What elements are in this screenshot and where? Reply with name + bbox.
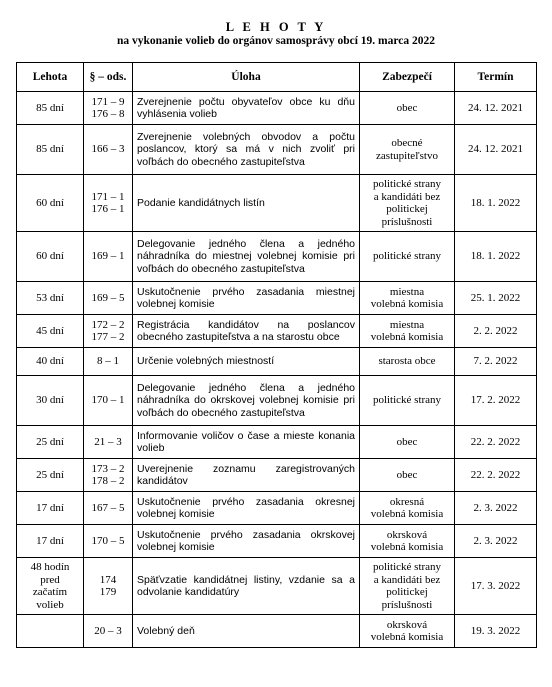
responsible-cell: [360, 459, 455, 492]
task-cell: Delegovanie jedného člena a jedného náhradníka do miestnej volebnej komisie pri voľbách do obecného zastupiteľstva: [133, 232, 360, 282]
paragraph-cell: [84, 125, 133, 175]
lehota-cell-line: 85 dní: [36, 143, 64, 156]
responsible-cell-line: miestna: [389, 318, 425, 331]
lehota-cell: [17, 175, 84, 232]
table-row: [17, 92, 537, 125]
responsible-cell-line: príslušnosti: [381, 215, 433, 228]
lehota-cell: [17, 348, 84, 376]
responsible-cell-line: volebná komisia: [370, 631, 444, 643]
lehota-cell: [17, 426, 84, 459]
term-cell: 2. 3. 2022: [455, 492, 537, 525]
term-cell: 17. 3. 2022: [455, 558, 537, 615]
table-row: [17, 558, 537, 615]
task-cell: Zverejnenie volebných obvodov a počtu poslancov, ktorý sa má v nich zvoliť pri voľbách do obecného zastupiteľstva: [133, 125, 360, 175]
paragraph-cell: [84, 282, 133, 315]
paragraph-cell-line: 171 – 1: [91, 190, 125, 203]
lehota-cell: [17, 376, 84, 426]
responsible-cell: [360, 525, 455, 558]
term-cell: 18. 1. 2022: [455, 175, 537, 232]
lehota-cell-line: volieb: [36, 598, 64, 611]
paragraph-cell: [84, 426, 133, 459]
paragraph-cell-line: 172 – 2: [91, 318, 125, 331]
lehota-cell: [17, 525, 84, 558]
deadlines-table: [16, 62, 537, 648]
lehota-cell: [17, 492, 84, 525]
paragraph-cell: [84, 232, 133, 282]
term-cell: 24. 12. 2021: [455, 125, 537, 175]
responsible-cell-line: obec: [396, 101, 418, 114]
paragraph-cell-line: 171 – 9: [91, 95, 125, 108]
term-cell: 19. 3. 2022: [455, 615, 537, 648]
lehota-cell-line: 25 dní: [36, 435, 64, 448]
table-row: [17, 175, 537, 232]
paragraph-cell-line: 20 – 3: [94, 624, 122, 637]
responsible-cell-line: okresná: [389, 495, 425, 508]
table-row: [17, 426, 537, 459]
responsible-cell-line: volebná komisia: [370, 298, 444, 310]
task-cell: Volebný deň: [133, 615, 360, 648]
task-cell: Registrácia kandidátov na poslancov obecného zastupiteľstva a na starostu obce: [133, 315, 360, 348]
lehota-cell: [17, 282, 84, 315]
responsible-cell-line: politické strany: [372, 250, 442, 263]
paragraph-cell: [84, 525, 133, 558]
lehota-cell-line: 45 dní: [36, 324, 64, 337]
responsible-cell-line: okrsková: [386, 618, 428, 631]
responsible-cell: [360, 492, 455, 525]
term-cell: 17. 2. 2022: [455, 376, 537, 426]
responsible-cell-line: okrsková: [386, 528, 428, 541]
paragraph-cell-line: 176 – 8: [91, 108, 125, 120]
table-row: [17, 525, 537, 558]
responsible-cell: [360, 426, 455, 459]
responsible-cell-line: volebná komisia: [370, 541, 444, 553]
table-row: [17, 459, 537, 492]
lehota-cell: [17, 558, 84, 615]
paragraph-cell: [84, 615, 133, 648]
responsible-cell: [360, 232, 455, 282]
lehota-cell-line: 25 dní: [36, 468, 64, 481]
responsible-cell: [360, 315, 455, 348]
paragraph-cell-line: 173 – 2: [91, 462, 125, 475]
responsible-cell: [360, 282, 455, 315]
lehota-cell-line: 17 dní: [36, 534, 64, 547]
table-row: [17, 315, 537, 348]
table-body: [17, 92, 537, 648]
responsible-cell: [360, 125, 455, 175]
task-cell: Informovanie voličov o čase a mieste konania volieb: [133, 426, 360, 459]
paragraph-cell-line: 177 – 2: [91, 331, 125, 343]
table-row: [17, 492, 537, 525]
lehota-cell: [17, 125, 84, 175]
table-row: [17, 282, 537, 315]
responsible-cell-line: politické strany: [372, 178, 442, 190]
responsible-cell-line: politickej: [386, 586, 428, 598]
paragraph-cell: [84, 315, 133, 348]
term-cell: 7. 2. 2022: [455, 348, 537, 376]
term-cell: 22. 2. 2022: [455, 459, 537, 492]
table-row: [17, 376, 537, 426]
lehota-cell: [17, 92, 84, 125]
lehota-cell-line: 40 dní: [36, 355, 64, 368]
responsible-cell-line: politické strany: [372, 394, 442, 407]
lehota-cell-line: 60 dní: [36, 196, 64, 209]
page-title: L E H O T Y: [225, 20, 327, 34]
lehota-cell-line: 53 dní: [36, 291, 64, 304]
responsible-cell: [360, 376, 455, 426]
responsible-cell-line: obec: [396, 468, 418, 481]
lehota-cell-line: pred: [40, 573, 60, 586]
responsible-cell: [360, 175, 455, 232]
table-row: [17, 348, 537, 376]
paragraph-cell-line: 169 – 5: [91, 291, 125, 304]
paragraph-cell: [84, 92, 133, 125]
lehota-cell: [17, 459, 84, 492]
responsible-cell-line: a kandidáti bez: [373, 573, 441, 586]
lehota-cell: [17, 615, 84, 648]
paragraph-cell-line: 167 – 5: [91, 501, 125, 514]
lehota-cell-line: 30 dní: [36, 394, 64, 407]
responsible-cell-line: obecné: [391, 137, 423, 149]
paragraph-cell-line: 170 – 1: [91, 394, 125, 407]
task-cell: Podanie kandidátnych listín: [133, 175, 360, 232]
column-header-lehota: Lehota: [17, 63, 84, 92]
task-cell: Späťvzatie kandidátnej listiny, vzdanie sa a odvolanie kandidatúry: [133, 558, 360, 615]
paragraph-cell: [84, 348, 133, 376]
task-cell: Delegovanie jedného člena a jedného náhradníka do okrskovej volebnej komisie pri voľbách do obecného zastupiteľstva: [133, 376, 360, 426]
responsible-cell-line: obec: [396, 435, 418, 448]
page-subtitle: na vykonanie volieb do orgánov samosprávy obcí 19. marca 2022: [117, 35, 435, 47]
lehota-cell-line: 60 dní: [36, 250, 64, 263]
column-header-responsible: Zabezpečí: [360, 63, 455, 92]
task-cell: Zverejnenie počtu obyvateľov obce ku dňu vyhlásenia volieb: [133, 92, 360, 125]
term-cell: 25. 1. 2022: [455, 282, 537, 315]
paragraph-cell-line: 174: [99, 573, 117, 586]
lehota-cell: [17, 232, 84, 282]
responsible-cell-line: a kandidáti bez: [373, 190, 441, 203]
responsible-cell-line: miestna: [389, 285, 425, 298]
paragraph-cell-line: 170 – 5: [91, 534, 125, 547]
lehota-cell-line: 85 dní: [36, 101, 64, 114]
table-header-row: [17, 63, 537, 92]
paragraph-cell: [84, 492, 133, 525]
paragraph-cell: [84, 376, 133, 426]
task-cell: Uverejnenie zoznamu zaregistrovaných kandidátov: [133, 459, 360, 492]
task-cell: Uskutočnenie prvého zasadania okrskovej volebnej komisie: [133, 525, 360, 558]
lehota-cell: [17, 315, 84, 348]
responsible-cell-line: politickej: [386, 203, 428, 215]
responsible-cell: [360, 558, 455, 615]
lehota-cell-line: 17 dní: [36, 501, 64, 514]
paragraph-cell: [84, 175, 133, 232]
paragraph-cell-line: 178 – 2: [91, 475, 125, 487]
table-row: [17, 125, 537, 175]
responsible-cell: [360, 615, 455, 648]
term-cell: 22. 2. 2022: [455, 426, 537, 459]
term-cell: 18. 1. 2022: [455, 232, 537, 282]
responsible-cell-line: zastupiteľstvo: [376, 149, 438, 162]
lehota-cell-line: začatím: [32, 586, 68, 598]
paragraph-cell-line: 166 – 3: [91, 143, 125, 156]
task-cell: Uskutočnenie prvého zasadania okresnej volebnej komisie: [133, 492, 360, 525]
task-cell: Uskutočnenie prvého zasadania miestnej volebnej komisie: [133, 282, 360, 315]
responsible-cell-line: volebná komisia: [370, 508, 444, 520]
paragraph-cell-line: 8 – 1: [97, 355, 119, 368]
paragraph-cell-line: 179: [99, 586, 117, 598]
responsible-cell-line: príslušnosti: [381, 598, 433, 611]
column-header-term: Termín: [455, 63, 537, 92]
responsible-cell-line: starosta obce: [378, 355, 436, 368]
responsible-cell: [360, 92, 455, 125]
paragraph-cell-line: 176 – 1: [91, 203, 125, 215]
responsible-cell-line: volebná komisia: [370, 331, 444, 343]
responsible-cell: [360, 348, 455, 376]
table-row: [17, 615, 537, 648]
lehota-cell-line: 48 hodín: [30, 561, 70, 573]
term-cell: 2. 3. 2022: [455, 525, 537, 558]
table-row: [17, 232, 537, 282]
term-cell: 2. 2. 2022: [455, 315, 537, 348]
paragraph-cell-line: 21 – 3: [94, 435, 122, 448]
term-cell: 24. 12. 2021: [455, 92, 537, 125]
paragraph-cell-line: 169 – 1: [91, 250, 125, 263]
responsible-cell-line: politické strany: [372, 561, 442, 573]
column-header-task: Úloha: [133, 63, 360, 92]
paragraph-cell: [84, 558, 133, 615]
task-cell: Určenie volebných miestností: [133, 348, 360, 376]
column-header-paragraph: § – ods.: [84, 63, 133, 92]
paragraph-cell: [84, 459, 133, 492]
